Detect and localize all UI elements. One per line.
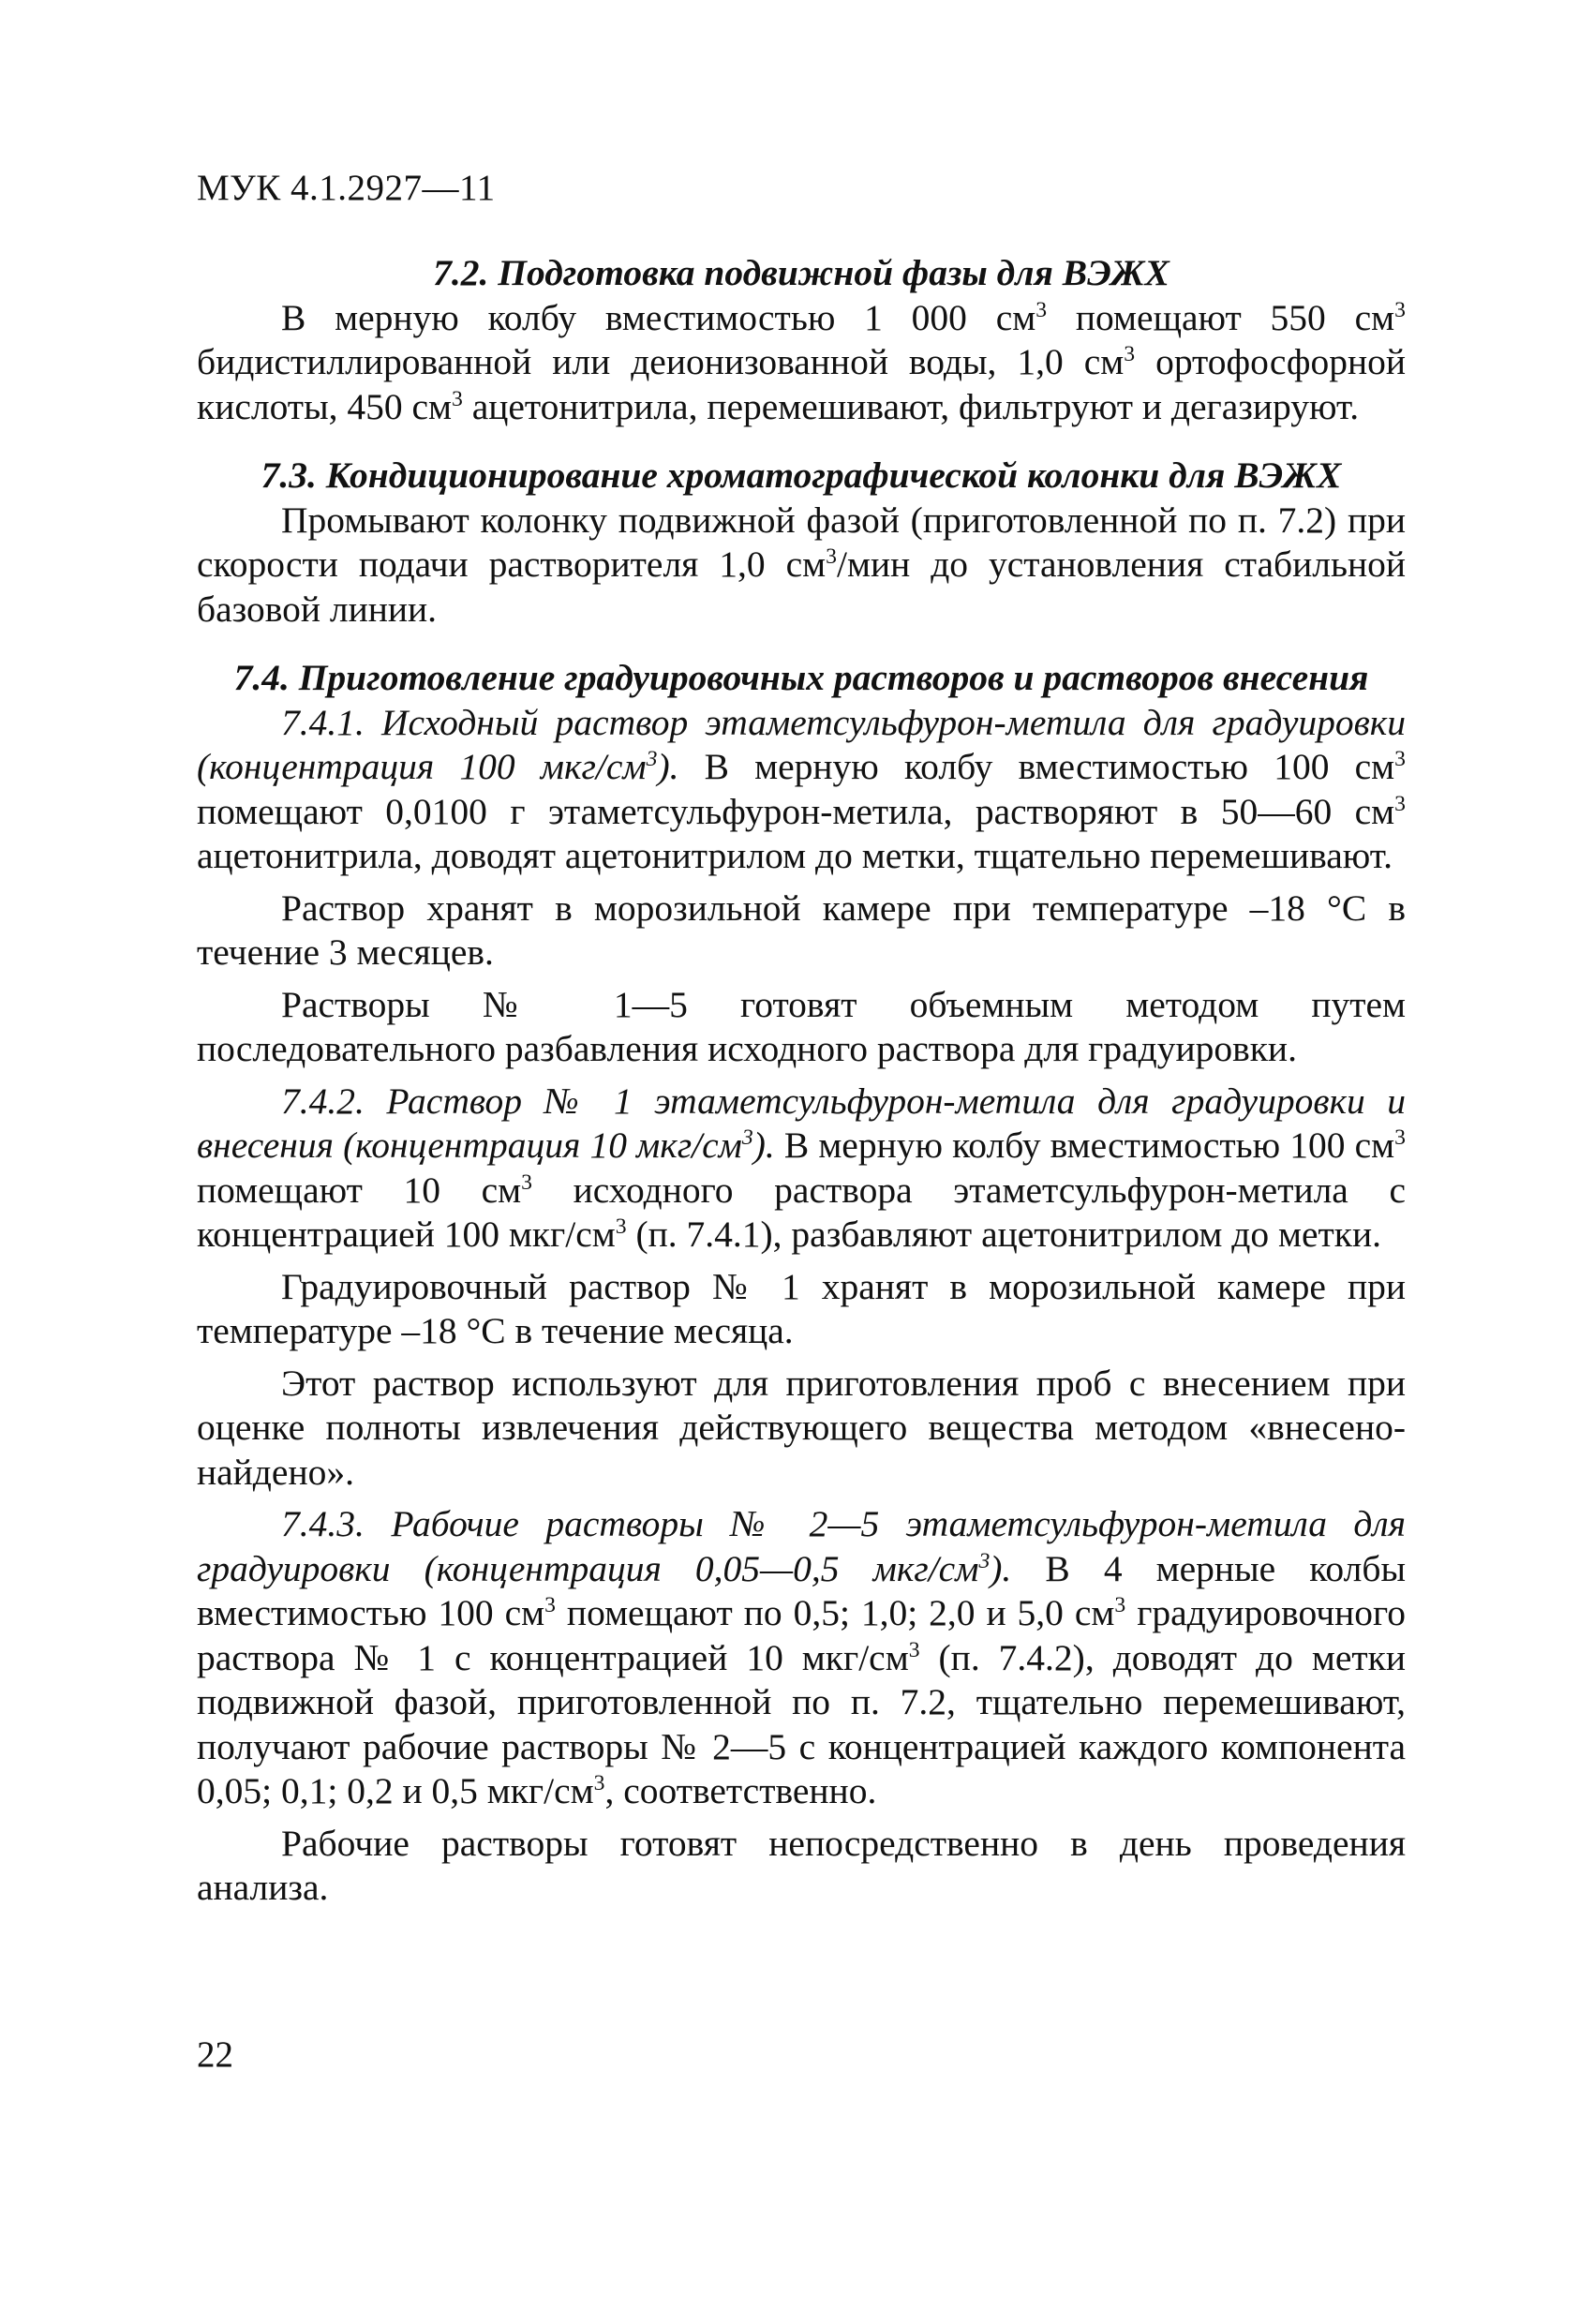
document-code-header: МУК 4.1.2927—11 [197,168,496,208]
section-7-4-2-paragraph: 7.4.2. Раствор № 1 этаметсульфурон-метила для градуировки и внесения (концентрация 10 мкг/$см^3$). В мерную колбу вместимостью 100 $см^3$ помещают 10 $см^3$ исходного раствора этаметсульфурон-метила с концентрацией 100 мкг/$см^3$ (п. 7.4.1), разбавляют ацетонитрилом до метки. [197,1080,1406,1255]
document-body [197,251,1406,1911]
storage-paragraph-2: Градуировочный раствор № 1 хранят в морозильной камере при температуре –18 °С в течение месяца. [197,1265,1406,1351]
section-7-3-heading: 7.3. Кондиционирование хроматографической колонки для ВЭЖХ [261,454,1342,496]
page-number: 22 [197,2034,233,2075]
working-solutions-paragraph: Рабочие растворы готовят непосредственно в день проведения анализа. [197,1822,1406,1908]
section-7-4-3-paragraph: 7.4.3. Рабочие растворы № 2—5 этаметсульфурон-метила для градуировки (концентрация 0,05—0,5 мкг/$см^3$). В 4 мерные колбы вместимостью 100 $см^3$ помещают по 0,5; 1,0; 2,0 и 5,0 $см^3$ градуировочного раствора № 1 с концентрацией 10 мкг/$см^3$ (п. 7.4.2), доводят до метки подвижной фазой, приготовленной по п. 7.2, тщательно перемешивают, получают рабочие растворы № 2—5 с концентрацией каждого компонента 0,05; 0,1; 0,2 и 0,5 мкг/$см^3$, соответственно. [197,1503,1406,1811]
storage-paragraph: Раствор хранят в морозильной камере при температуре –18 °С в течение 3 месяцев. [197,886,1406,973]
section-7-2-paragraph: В мерную колбу вместимостью 1 000 $см^3$ помещают 550 $см^3$ бидистиллированной или деионизованной воды, 1,0 $см^3$ ортофосфорной кислоты, 450 $см^3$ ацетонитрила, перемешивают, фильтруют и дегазируют. [197,296,1407,427]
section-7-4-heading: 7.4. Приготовление градуировочных растворов и растворов внесения [233,657,1369,698]
section-7-4-1-paragraph: 7.4.1. Исходный раствор этаметсульфурон-метила для градуировки (концентрация 100 мкг/$см^3$). В мерную колбу вместимостью 100 $см^3$ помещают 0,0100 г этаметсульфурон-метила, растворяют в 50—60 $см^3$ ацетонитрила, доводят ацетонитрилом до метки, тщательно перемешивают. [197,701,1406,876]
section-7-2-heading: 7.2. Подготовка подвижной фазы для ВЭЖХ [433,252,1169,293]
series-paragraph: Растворы № 1—5 готовят объемным методом путем последовательного разбавления исходного раствора для градуировки. [197,983,1406,1069]
usage-paragraph: Этот раствор используют для приготовления проб с внесением при оценке полноты извлечения действующего вещества методом «внесено-найдено». [197,1362,1406,1493]
section-7-3-paragraph: Промывают колонку подвижной фазой (приготовленной по п. 7.2) при скорости подачи растворителя 1,0 $см^3$/мин до установления стабильной базовой линии. [197,499,1406,630]
